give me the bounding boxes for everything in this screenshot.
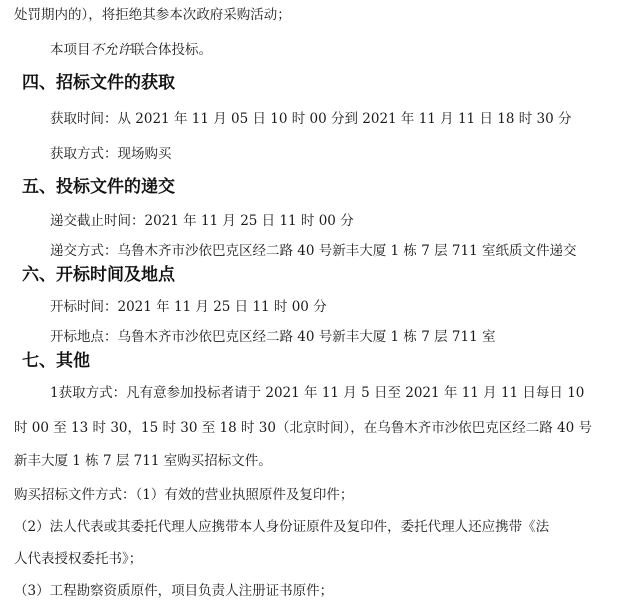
text-line-purchase-place: 新丰大厦 1 栋 7 层 711 室购买招标文件。 — [14, 453, 272, 469]
text-line-opening-place: 开标地点：乌鲁木齐市沙依巴克区经二路 40 号新丰大厦 1 栋 7 层 711 室 — [50, 329, 496, 345]
text-line-purchase-time-2: 时 00 至 13 时 30，15 时 30 至 18 时 30（北京时间），在乌鲁木齐市沙依巴克区经二路 40 号 — [14, 420, 592, 436]
section-heading-opening: 六、开标时间及地点 — [22, 265, 175, 285]
text-line-purchase-time-1: 1获取方式：凡有意参加投标者请于 2021 年 11 月 5 日至 2021 年 11 月 11 日每日 10 — [50, 385, 585, 401]
text-line-legal-rep-1: （2）法人代表或其委托代理人应携带本人身份证原件及复印件，委托代理人还应携带《法 — [14, 519, 550, 535]
consortium-prefix: 本项目 — [50, 42, 91, 58]
text-line-submit-deadline: 递交截止时间：2021 年 11 月 25 日 11 时 00 分 — [50, 213, 354, 229]
text-line-submit-method: 递交方式：乌鲁木齐市沙依巴克区经二路 40 号新丰大厦 1 栋 7 层 711 室纸质文件递交 — [50, 243, 577, 259]
section-heading-other: 七、其他 — [22, 351, 90, 371]
text-line-legal-rep-2: 人代表授权委托书》； — [14, 551, 143, 567]
text-line-obtain-time: 获取时间：从 2021 年 11 月 05 日 10 时 00 分到 2021 年 11 月 11 日 18 时 30 分 — [50, 111, 572, 127]
consortium-not-allowed: 不允许 — [90, 42, 131, 58]
text-line-qualification: （3）工程勘察资质原件，项目负责人注册证书原件； — [14, 583, 334, 599]
text-line-opening-time: 开标时间：2021 年 11 月 25 日 11 时 00 分 — [50, 299, 327, 315]
text-line-purchase-method: 购买招标文件方式：（1）有效的营业执照原件及复印件； — [14, 487, 354, 503]
text-line-obtain-method: 获取方式：现场购买 — [50, 146, 172, 162]
section-heading-obtain: 四、招标文件的获取 — [22, 73, 175, 93]
text-line-penalty: 处罚期内的），将拒绝其参本次政府采购活动； — [14, 7, 291, 23]
text-line-consortium — [50, 41, 212, 59]
consortium-suffix: 联合体投标。 — [131, 42, 212, 58]
section-heading-submit: 五、投标文件的递交 — [22, 177, 175, 197]
